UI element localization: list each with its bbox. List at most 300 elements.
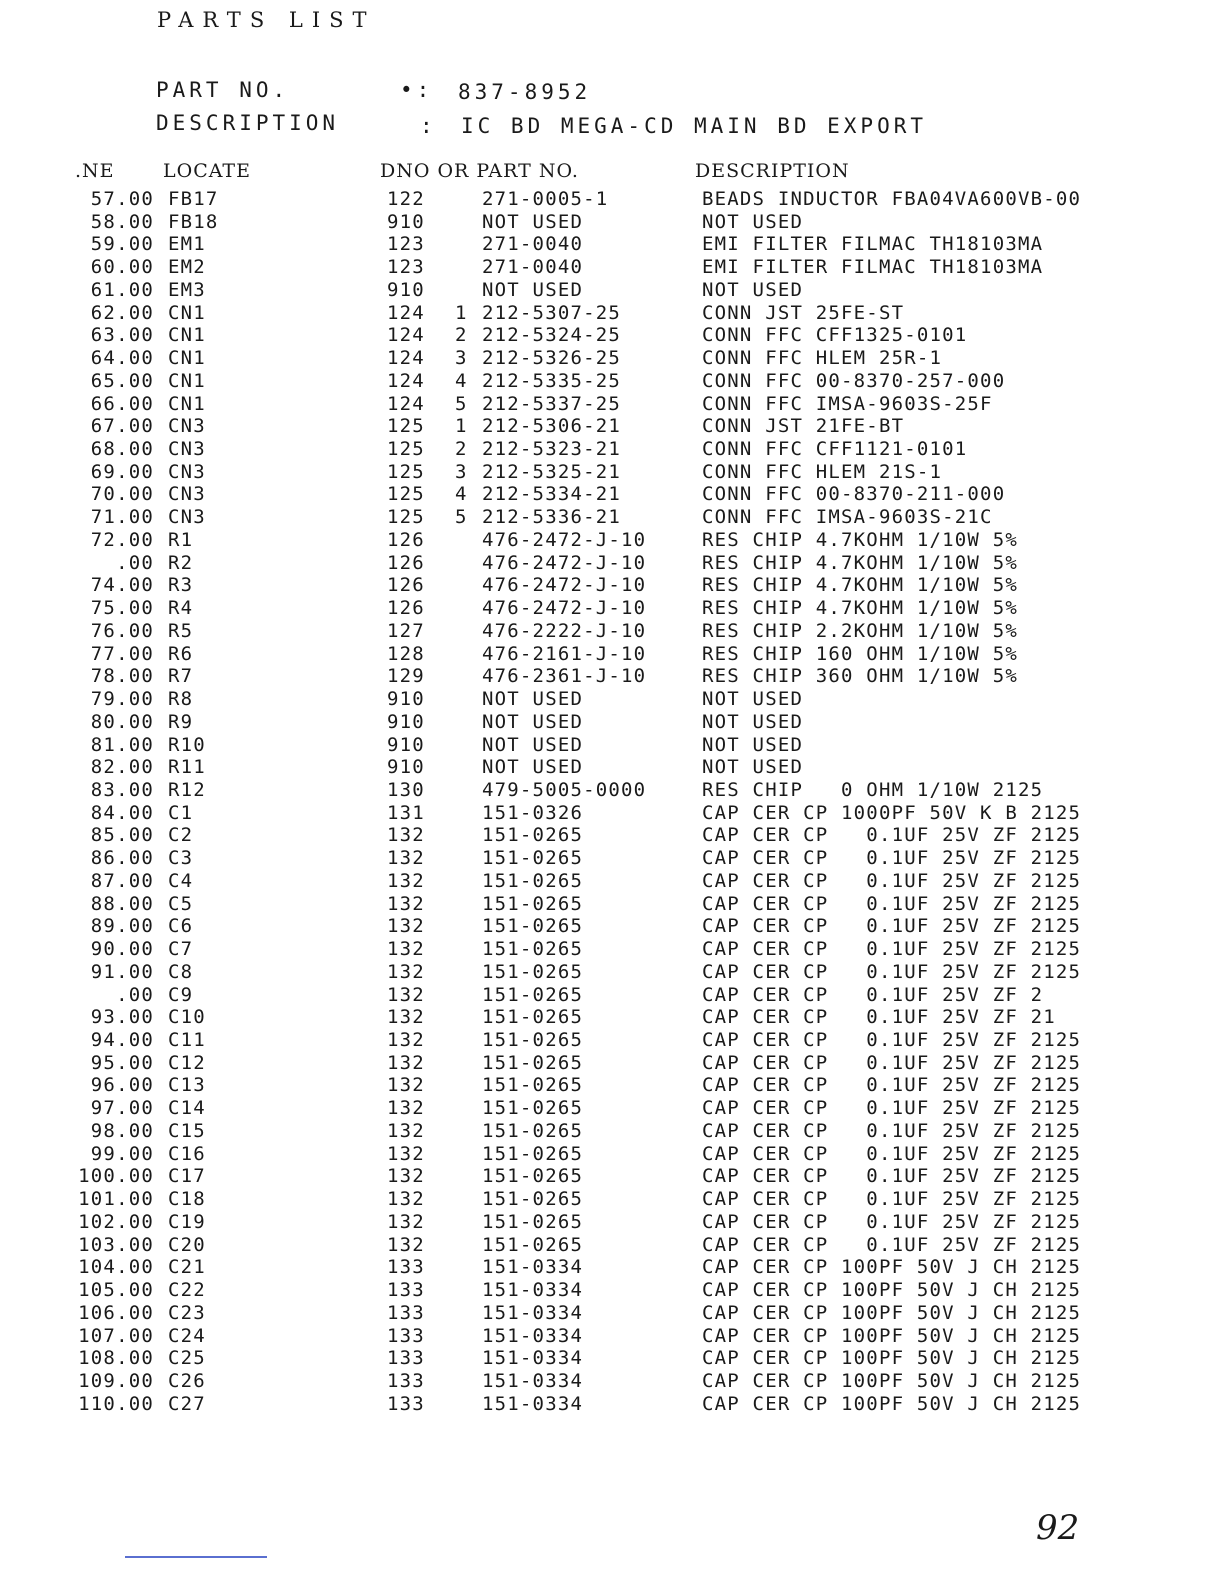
row-locate: R8 [168, 688, 194, 711]
row-part-no: 476-2222-J-10 [482, 619, 647, 642]
row-description: CONN FFC 00-8370-257-000 [702, 369, 1006, 392]
row-dno: 132 [387, 824, 425, 847]
row-line: 93.00 [90, 1006, 154, 1029]
row-dno: 132 [387, 915, 425, 938]
table-row [0, 302, 1224, 325]
row-locate: C9 [168, 983, 194, 1006]
row-line: 62.00 [90, 301, 154, 324]
row-dno: 126 [387, 597, 425, 620]
row-locate: C17 [168, 1165, 206, 1188]
table-row [0, 506, 1224, 529]
row-dno: 910 [387, 278, 425, 301]
table-row [0, 915, 1224, 938]
row-part-no: 151-0265 [482, 824, 584, 847]
table-row [0, 188, 1224, 211]
row-part-no: NOT USED [482, 210, 584, 233]
table-row [0, 756, 1224, 779]
table-row [0, 938, 1224, 961]
row-part-no: 479-5005-0000 [482, 778, 647, 801]
row-line: 85.00 [90, 824, 154, 847]
row-locate: C15 [168, 1119, 206, 1142]
table-row [0, 552, 1224, 575]
row-line: 58.00 [90, 210, 154, 233]
row-dno: 132 [387, 1006, 425, 1029]
row-sub-index: 1 [455, 415, 468, 438]
row-line: 70.00 [90, 483, 154, 506]
column-header-locate: LOCATE [163, 160, 251, 182]
table-row [0, 665, 1224, 688]
table-row [0, 802, 1224, 825]
row-line: 100.00 [78, 1165, 154, 1188]
row-locate: EM1 [168, 233, 206, 256]
row-dno: 124 [387, 369, 425, 392]
row-dno: 132 [387, 983, 425, 1006]
row-sub-index: 2 [455, 438, 468, 461]
row-description: CAP CER CP 0.1UF 25V ZF 2125 [702, 915, 1082, 938]
table-row [0, 233, 1224, 256]
row-description: CAP CER CP 0.1UF 25V ZF 2125 [702, 1029, 1082, 1051]
table-row [0, 688, 1224, 711]
row-description: CAP CER CP 0.1UF 25V ZF 2125 [702, 1142, 1082, 1165]
table-row [0, 1165, 1224, 1188]
row-locate: C4 [168, 869, 194, 892]
row-line: 105.00 [78, 1279, 154, 1302]
row-part-no: 151-0265 [482, 960, 584, 983]
row-description: NOT USED [702, 688, 804, 711]
description-value: IC BD MEGA-CD MAIN BD EXPORT [461, 114, 928, 138]
row-line: 57.00 [90, 188, 154, 210]
row-locate: C12 [168, 1051, 206, 1074]
row-dno: 126 [387, 528, 425, 551]
table-row [0, 324, 1224, 347]
table-row [0, 711, 1224, 734]
row-part-no: 212-5336-21 [482, 506, 622, 529]
table-row [0, 347, 1224, 370]
row-locate: C3 [168, 847, 194, 870]
row-locate: R4 [168, 597, 194, 620]
row-line: 69.00 [90, 460, 154, 483]
row-line: 104.00 [78, 1256, 154, 1279]
row-locate: EM3 [168, 278, 206, 301]
row-description: RES CHIP 4.7KOHM 1/10W 5% [702, 551, 1018, 574]
row-part-no: 151-0334 [482, 1279, 584, 1302]
row-line: 75.00 [90, 597, 154, 620]
part-no-value: 837-8952 [458, 80, 592, 104]
row-description: CAP CER CP 0.1UF 25V ZF 2125 [702, 1233, 1082, 1256]
description-label: DESCRIPTION [156, 111, 340, 135]
row-description: CONN JST 25FE-ST [702, 301, 905, 324]
table-row [0, 461, 1224, 484]
row-sub-index: 3 [455, 347, 468, 370]
row-sub-index: 1 [455, 301, 468, 324]
row-part-no: 151-0334 [482, 1324, 584, 1347]
row-sub-index: 4 [455, 483, 468, 506]
row-locate: C10 [168, 1006, 206, 1029]
row-description: RES CHIP 4.7KOHM 1/10W 5% [702, 528, 1018, 551]
table-row [0, 438, 1224, 461]
row-line: 71.00 [90, 506, 154, 529]
row-line: 67.00 [90, 415, 154, 438]
row-dno: 132 [387, 938, 425, 961]
row-locate: C24 [168, 1324, 206, 1347]
table-row [0, 961, 1224, 984]
row-description: CAP CER CP 0.1UF 25V ZF 2125 [702, 1097, 1082, 1120]
row-part-no: 151-0265 [482, 1097, 584, 1120]
row-locate: R6 [168, 642, 194, 665]
row-dno: 125 [387, 460, 425, 483]
table-row [0, 529, 1224, 552]
row-line: 86.00 [90, 847, 154, 870]
row-locate: C18 [168, 1188, 206, 1211]
row-dno: 910 [387, 756, 425, 779]
row-description: NOT USED [702, 210, 804, 233]
table-row [0, 279, 1224, 302]
table-row [0, 211, 1224, 234]
row-line: 80.00 [90, 710, 154, 733]
row-part-no: 151-0265 [482, 1074, 584, 1097]
row-line: 99.00 [90, 1142, 154, 1165]
table-row [0, 1302, 1224, 1325]
table-row [0, 870, 1224, 893]
row-line: 61.00 [90, 278, 154, 301]
row-part-no: NOT USED [482, 710, 584, 733]
row-line: 78.00 [90, 665, 154, 688]
row-locate: C1 [168, 801, 194, 824]
row-line: .00 [116, 983, 154, 1006]
row-part-no: 151-0334 [482, 1369, 584, 1392]
row-sub-index: 5 [455, 506, 468, 529]
row-dno: 133 [387, 1324, 425, 1347]
row-part-no: 151-0265 [482, 983, 584, 1006]
row-dno: 128 [387, 642, 425, 665]
row-description: BEADS INDUCTOR FBA04VA600VB-00 [702, 188, 1082, 210]
row-part-no: 476-2361-J-10 [482, 665, 647, 688]
row-part-no: 151-0334 [482, 1392, 584, 1415]
row-locate: C19 [168, 1210, 206, 1233]
row-line: 79.00 [90, 688, 154, 711]
row-description: CAP CER CP 0.1UF 25V ZF 2125 [702, 938, 1082, 961]
row-part-no: 212-5326-25 [482, 347, 622, 370]
row-part-no: NOT USED [482, 688, 584, 711]
row-description: RES CHIP 4.7KOHM 1/10W 5% [702, 597, 1018, 620]
row-locate: C2 [168, 824, 194, 847]
row-dno: 129 [387, 665, 425, 688]
row-line: 95.00 [90, 1051, 154, 1074]
row-part-no: 151-0265 [482, 892, 584, 915]
row-part-no: 151-0334 [482, 1256, 584, 1279]
row-part-no: 151-0265 [482, 1233, 584, 1256]
row-part-no: 476-2161-J-10 [482, 642, 647, 665]
row-description: CAP CER CP 100PF 50V J CH 2125 [702, 1347, 1082, 1370]
row-part-no: 212-5337-25 [482, 392, 622, 415]
row-line: 101.00 [78, 1188, 154, 1211]
row-dno: 124 [387, 324, 425, 347]
row-line: 59.00 [90, 233, 154, 256]
row-locate: CN3 [168, 506, 206, 529]
row-locate: C27 [168, 1392, 206, 1415]
row-locate: C20 [168, 1233, 206, 1256]
row-dno: 123 [387, 256, 425, 279]
row-part-no: 476-2472-J-10 [482, 597, 647, 620]
row-description: CAP CER CP 0.1UF 25V ZF 21 [702, 1006, 1056, 1029]
row-description: CAP CER CP 0.1UF 25V ZF 2125 [702, 1051, 1082, 1074]
row-locate: EM2 [168, 256, 206, 279]
table-row [0, 847, 1224, 870]
row-dno: 133 [387, 1256, 425, 1279]
table-row [0, 370, 1224, 393]
table-row [0, 597, 1224, 620]
table-row [0, 779, 1224, 802]
row-dno: 132 [387, 869, 425, 892]
row-description: CAP CER CP 0.1UF 25V ZF 2125 [702, 892, 1082, 915]
row-locate: C5 [168, 892, 194, 915]
row-description: CONN FFC 00-8370-211-000 [702, 483, 1006, 506]
row-dno: 132 [387, 1142, 425, 1165]
row-locate: FB18 [168, 210, 219, 233]
row-dno: 125 [387, 438, 425, 461]
row-description: RES CHIP 4.7KOHM 1/10W 5% [702, 574, 1018, 597]
footer-rule [125, 1556, 267, 1558]
row-locate: C21 [168, 1256, 206, 1279]
table-row [0, 1393, 1224, 1416]
row-part-no: NOT USED [482, 733, 584, 756]
row-line: 91.00 [90, 960, 154, 983]
row-description: NOT USED [702, 733, 804, 756]
row-sub-index: 4 [455, 369, 468, 392]
row-dno: 123 [387, 233, 425, 256]
table-row [0, 1370, 1224, 1393]
row-line: 82.00 [90, 756, 154, 779]
row-locate: CN1 [168, 347, 206, 370]
row-locate: C26 [168, 1369, 206, 1392]
row-description: NOT USED [702, 756, 804, 779]
row-part-no: 151-0265 [482, 915, 584, 938]
table-row [0, 1347, 1224, 1370]
row-line: 102.00 [78, 1210, 154, 1233]
row-part-no: 212-5325-21 [482, 460, 622, 483]
row-dno: 132 [387, 1165, 425, 1188]
row-dno: 126 [387, 574, 425, 597]
row-dno: 133 [387, 1347, 425, 1370]
row-locate: CN3 [168, 438, 206, 461]
row-line: 106.00 [78, 1301, 154, 1324]
row-dno: 132 [387, 847, 425, 870]
row-locate: CN1 [168, 324, 206, 347]
row-description: CAP CER CP 100PF 50V J CH 2125 [702, 1301, 1082, 1324]
row-description: NOT USED [702, 710, 804, 733]
table-row [0, 1188, 1224, 1211]
table-row [0, 1074, 1224, 1097]
row-dno: 132 [387, 1097, 425, 1120]
row-description: CAP CER CP 0.1UF 25V ZF 2125 [702, 1210, 1082, 1233]
table-row [0, 1234, 1224, 1257]
row-locate: CN1 [168, 369, 206, 392]
table-row [0, 1052, 1224, 1075]
table-row [0, 734, 1224, 757]
row-line: 74.00 [90, 574, 154, 597]
row-part-no: 151-0334 [482, 1347, 584, 1370]
row-locate: R3 [168, 574, 194, 597]
row-dno: 124 [387, 301, 425, 324]
row-dno: 132 [387, 892, 425, 915]
row-part-no: 151-0265 [482, 1051, 584, 1074]
table-row [0, 1325, 1224, 1348]
row-description: EMI FILTER FILMAC TH18103MA [702, 233, 1044, 256]
row-locate: CN1 [168, 301, 206, 324]
column-header-description: DESCRIPTION [695, 160, 850, 182]
row-dno: 133 [387, 1279, 425, 1302]
table-row [0, 256, 1224, 279]
row-dno: 910 [387, 688, 425, 711]
row-part-no: 151-0265 [482, 1210, 584, 1233]
row-part-no: NOT USED [482, 278, 584, 301]
row-sub-index: 3 [455, 460, 468, 483]
row-part-no: 212-5334-21 [482, 483, 622, 506]
row-locate: R9 [168, 710, 194, 733]
row-description: CONN JST 21FE-BT [702, 415, 905, 438]
row-description: RES CHIP 0 OHM 1/10W 2125 [702, 778, 1044, 801]
row-dno: 125 [387, 415, 425, 438]
row-description: RES CHIP 360 OHM 1/10W 5% [702, 665, 1018, 688]
row-description: CAP CER CP 100PF 50V J CH 2125 [702, 1392, 1082, 1415]
row-line: 103.00 [78, 1233, 154, 1256]
row-part-no: 151-0265 [482, 869, 584, 892]
row-part-no: 151-0265 [482, 1029, 584, 1051]
table-row [0, 984, 1224, 1007]
row-line: 90.00 [90, 938, 154, 961]
row-dno: 132 [387, 1119, 425, 1142]
table-row [0, 483, 1224, 506]
row-part-no: 212-5307-25 [482, 301, 622, 324]
row-part-no: 476-2472-J-10 [482, 528, 647, 551]
row-line: 88.00 [90, 892, 154, 915]
row-part-no: 151-0265 [482, 1142, 584, 1165]
row-dno: 124 [387, 347, 425, 370]
row-dno: 131 [387, 801, 425, 824]
row-line: 64.00 [90, 347, 154, 370]
table-row [0, 1006, 1224, 1029]
row-description: CAP CER CP 0.1UF 25V ZF 2125 [702, 824, 1082, 847]
row-part-no: 271-0040 [482, 256, 584, 279]
row-dno: 132 [387, 960, 425, 983]
row-sub-index: 5 [455, 392, 468, 415]
row-description: CONN FFC CFF1325-0101 [702, 324, 968, 347]
row-line: 84.00 [90, 801, 154, 824]
table-row [0, 393, 1224, 416]
row-dno: 122 [387, 188, 425, 210]
row-line: 81.00 [90, 733, 154, 756]
row-line: 109.00 [78, 1369, 154, 1392]
row-line: 97.00 [90, 1097, 154, 1120]
row-dno: 126 [387, 551, 425, 574]
row-part-no: 212-5335-25 [482, 369, 622, 392]
row-locate: C16 [168, 1142, 206, 1165]
row-part-no: 271-0040 [482, 233, 584, 256]
row-description: NOT USED [702, 278, 804, 301]
row-description: CAP CER CP 0.1UF 25V ZF 2125 [702, 1165, 1082, 1188]
row-description: CONN FFC HLEM 25R-1 [702, 347, 943, 370]
table-row [0, 1029, 1224, 1052]
row-dno: 132 [387, 1233, 425, 1256]
row-part-no: 151-0265 [482, 847, 584, 870]
row-locate: CN3 [168, 460, 206, 483]
row-dno: 132 [387, 1074, 425, 1097]
row-description: CAP CER CP 0.1UF 25V ZF 2125 [702, 1188, 1082, 1211]
row-dno: 133 [387, 1301, 425, 1324]
row-line: 83.00 [90, 778, 154, 801]
row-locate: FB17 [168, 188, 219, 210]
row-dno: 910 [387, 733, 425, 756]
row-line: 72.00 [90, 528, 154, 551]
row-part-no: 212-5323-21 [482, 438, 622, 461]
row-description: CAP CER CP 1000PF 50V K B 2125 [702, 801, 1082, 824]
row-locate: R1 [168, 528, 194, 551]
row-line: 68.00 [90, 438, 154, 461]
row-locate: C11 [168, 1029, 206, 1051]
row-dno: 130 [387, 778, 425, 801]
part-no-label: PART NO. [156, 78, 290, 102]
row-description: CAP CER CP 100PF 50V J CH 2125 [702, 1369, 1082, 1392]
row-line: 60.00 [90, 256, 154, 279]
table-row [0, 893, 1224, 916]
row-locate: R2 [168, 551, 194, 574]
row-dno: 133 [387, 1392, 425, 1415]
row-line: 98.00 [90, 1119, 154, 1142]
row-dno: 127 [387, 619, 425, 642]
row-part-no: 151-0265 [482, 938, 584, 961]
row-part-no: 151-0334 [482, 1301, 584, 1324]
row-locate: R10 [168, 733, 206, 756]
table-row [0, 574, 1224, 597]
row-description: CONN FFC HLEM 21S-1 [702, 460, 943, 483]
row-locate: C23 [168, 1301, 206, 1324]
row-dno: 132 [387, 1210, 425, 1233]
row-description: CAP CER CP 0.1UF 25V ZF 2 [702, 983, 1044, 1006]
row-locate: CN3 [168, 483, 206, 506]
row-line: 65.00 [90, 369, 154, 392]
row-dno: 132 [387, 1188, 425, 1211]
row-dno: 125 [387, 483, 425, 506]
row-line: .00 [116, 551, 154, 574]
row-locate: C25 [168, 1347, 206, 1370]
row-description: CAP CER CP 100PF 50V J CH 2125 [702, 1256, 1082, 1279]
row-description: CONN FFC IMSA-9603S-25F [702, 392, 993, 415]
table-row [0, 1211, 1224, 1234]
table-row [0, 1120, 1224, 1143]
row-locate: CN1 [168, 392, 206, 415]
row-line: 107.00 [78, 1324, 154, 1347]
row-locate: R11 [168, 756, 206, 779]
row-dno: 910 [387, 210, 425, 233]
row-dno: 132 [387, 1051, 425, 1074]
table-row [0, 1256, 1224, 1279]
table-row [0, 824, 1224, 847]
row-part-no: 151-0265 [482, 1006, 584, 1029]
table-row [0, 643, 1224, 666]
row-description: CONN FFC IMSA-9603S-21C [702, 506, 993, 529]
row-sub-index: 2 [455, 324, 468, 347]
row-part-no: 212-5324-25 [482, 324, 622, 347]
row-part-no: 151-0265 [482, 1165, 584, 1188]
row-description: CONN FFC CFF1121-0101 [702, 438, 968, 461]
row-locate: C8 [168, 960, 194, 983]
row-locate: C13 [168, 1074, 206, 1097]
table-row [0, 1097, 1224, 1120]
row-part-no: 476-2472-J-10 [482, 551, 647, 574]
row-description: CAP CER CP 0.1UF 25V ZF 2125 [702, 847, 1082, 870]
table-row [0, 620, 1224, 643]
row-locate: R5 [168, 619, 194, 642]
